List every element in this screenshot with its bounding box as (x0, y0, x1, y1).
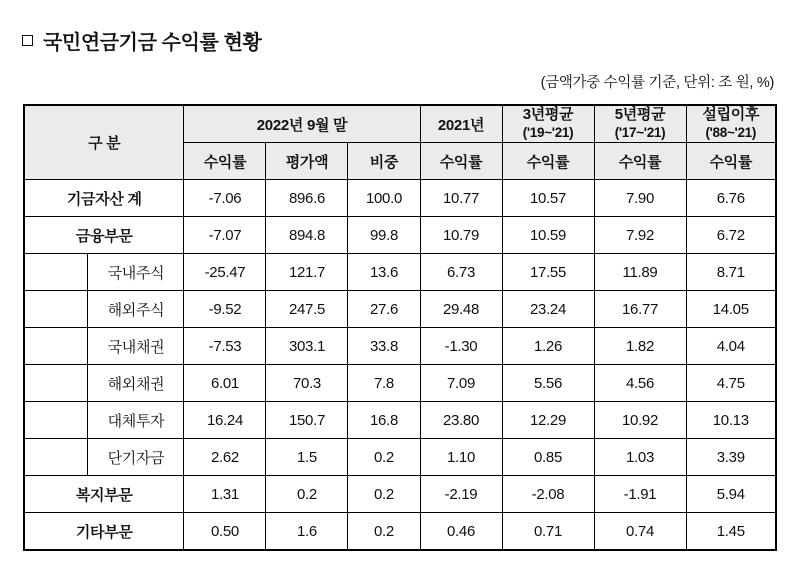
table-row (24, 365, 776, 402)
page-title (22, 26, 800, 55)
table-cell-value: 0.71 (502, 513, 594, 551)
table-cell-value: -7.07 (184, 217, 266, 254)
table-cell-value: 1.03 (594, 439, 686, 476)
table-cell-value: 121.7 (266, 254, 348, 291)
table-row (24, 513, 776, 551)
column-group-since-inception-label: 설립이후 (702, 106, 760, 124)
table-row (24, 291, 776, 328)
row-indent-cell (24, 365, 52, 402)
table-cell-value: 6.73 (420, 254, 502, 291)
table-cell-value: 1.31 (184, 476, 266, 513)
table-cell-value: 12.29 (502, 402, 594, 439)
table-cell-value: 4.04 (686, 328, 776, 365)
column-group-since-inception (686, 105, 776, 143)
table-cell-value: 0.74 (594, 513, 686, 551)
table-cell-value: 1.10 (420, 439, 502, 476)
table-cell-value: 6.72 (686, 217, 776, 254)
document-page (0, 26, 800, 583)
table-header-row-groups (24, 105, 776, 143)
table-row (24, 217, 776, 254)
table-cell-value: 2.62 (184, 439, 266, 476)
column-header-gubun: 구 분 (24, 105, 184, 180)
table-cell-value: 16.24 (184, 402, 266, 439)
row-label: 기타부문 (24, 513, 184, 551)
row-indent-cell (52, 439, 88, 476)
table-cell-value: 16.8 (348, 402, 420, 439)
table-cell-value: -9.52 (184, 291, 266, 328)
table-row (24, 402, 776, 439)
row-indent-cell (52, 328, 88, 365)
table-cell-value: 10.77 (420, 180, 502, 217)
table-cell-value: 10.92 (594, 402, 686, 439)
row-indent-cell (52, 291, 88, 328)
column-group-3yr-avg-range: ('19~'21) (522, 124, 574, 140)
table-cell-value: -2.08 (502, 476, 594, 513)
table-body (24, 180, 776, 551)
column-group-2022-09: 2022년 9월 말 (184, 105, 420, 143)
table-cell-value: 7.92 (594, 217, 686, 254)
row-indent-cell (52, 365, 88, 402)
table-cell-value: -1.30 (420, 328, 502, 365)
table-cell-value: -25.47 (184, 254, 266, 291)
table-cell-value: 1.82 (594, 328, 686, 365)
table-cell-value: 13.6 (348, 254, 420, 291)
table-cell-value: 150.7 (266, 402, 348, 439)
row-indent-cell (52, 402, 88, 439)
row-label: 해외주식 (88, 291, 184, 328)
table-cell-value: 7.09 (420, 365, 502, 402)
table-cell-value: 0.50 (184, 513, 266, 551)
table-cell-value: 6.76 (686, 180, 776, 217)
table-cell-value: 6.01 (184, 365, 266, 402)
row-indent-cell (24, 439, 52, 476)
table-cell-value: 23.80 (420, 402, 502, 439)
table-row (24, 180, 776, 217)
page-title-text: 국민연금기금 수익률 현황 (43, 32, 262, 54)
table-cell-value: -2.19 (420, 476, 502, 513)
subheader-weight-2022: 비중 (348, 143, 420, 180)
returns-table (23, 104, 777, 551)
table-header (24, 105, 776, 180)
row-label: 단기자금 (88, 439, 184, 476)
table-cell-value: 896.6 (266, 180, 348, 217)
table-cell-value: 0.2 (266, 476, 348, 513)
column-group-2021: 2021년 (420, 105, 502, 143)
table-cell-value: -7.53 (184, 328, 266, 365)
table-cell-value: 5.94 (686, 476, 776, 513)
table-cell-value: 1.5 (266, 439, 348, 476)
table-cell-value: -1.91 (594, 476, 686, 513)
table-cell-value: 29.48 (420, 291, 502, 328)
table-cell-value: 0.2 (348, 513, 420, 551)
row-indent-cell (24, 328, 52, 365)
table-cell-value: 100.0 (348, 180, 420, 217)
column-group-3yr-avg (502, 105, 594, 143)
table-cell-value: 1.45 (686, 513, 776, 551)
row-indent-cell (24, 291, 52, 328)
column-group-5yr-avg-range: ('17~'21) (614, 124, 666, 140)
row-label: 국내채권 (88, 328, 184, 365)
subheader-return-5yr: 수익률 (594, 143, 686, 180)
table-cell-value: 10.79 (420, 217, 502, 254)
table-cell-value: 247.5 (266, 291, 348, 328)
table-cell-value: 23.24 (502, 291, 594, 328)
row-label: 금융부문 (24, 217, 184, 254)
row-label: 복지부문 (24, 476, 184, 513)
subheader-return-3yr: 수익률 (502, 143, 594, 180)
row-indent-cell (24, 402, 52, 439)
table-cell-value: 0.2 (348, 476, 420, 513)
table-cell-value: -7.06 (184, 180, 266, 217)
column-group-3yr-avg-label: 3년평균 (522, 106, 574, 124)
table-cell-value: 99.8 (348, 217, 420, 254)
unit-note: (금액가중 수익률 기준, 단위: 조 원, %) (540, 75, 774, 91)
table-cell-value: 11.89 (594, 254, 686, 291)
row-label: 국내주식 (88, 254, 184, 291)
table-row (24, 439, 776, 476)
table-row (24, 254, 776, 291)
row-label: 대체투자 (88, 402, 184, 439)
table-cell-value: 10.57 (502, 180, 594, 217)
subheader-return-2022: 수익률 (184, 143, 266, 180)
table-cell-value: 4.75 (686, 365, 776, 402)
subheader-return-since: 수익률 (686, 143, 776, 180)
table-cell-value: 894.8 (266, 217, 348, 254)
table-cell-value: 70.3 (266, 365, 348, 402)
column-group-5yr-avg-label: 5년평균 (614, 106, 666, 124)
row-label: 해외채권 (88, 365, 184, 402)
table-cell-value: 5.56 (502, 365, 594, 402)
table-cell-value: 33.8 (348, 328, 420, 365)
column-group-5yr-avg (594, 105, 686, 143)
table-cell-value: 27.6 (348, 291, 420, 328)
table-cell-value: 1.26 (502, 328, 594, 365)
table-cell-value: 303.1 (266, 328, 348, 365)
table-cell-value: 0.46 (420, 513, 502, 551)
row-label: 기금자산 계 (24, 180, 184, 217)
table-cell-value: 0.2 (348, 439, 420, 476)
table-cell-value: 17.55 (502, 254, 594, 291)
table-cell-value: 14.05 (686, 291, 776, 328)
table-cell-value: 4.56 (594, 365, 686, 402)
table-row (24, 476, 776, 513)
table-cell-value: 1.6 (266, 513, 348, 551)
table-cell-value: 7.8 (348, 365, 420, 402)
table-cell-value: 7.90 (594, 180, 686, 217)
subheader-return-2021: 수익률 (420, 143, 502, 180)
table-cell-value: 3.39 (686, 439, 776, 476)
subheader-valuation-2022: 평가액 (266, 143, 348, 180)
square-bullet-icon (22, 35, 33, 46)
table-cell-value: 0.85 (502, 439, 594, 476)
table-cell-value: 10.13 (686, 402, 776, 439)
table-cell-value: 16.77 (594, 291, 686, 328)
table-row (24, 328, 776, 365)
table-cell-value: 8.71 (686, 254, 776, 291)
table-cell-value: 10.59 (502, 217, 594, 254)
column-group-since-inception-range: ('88~'21) (705, 124, 757, 140)
row-indent-cell (52, 254, 88, 291)
row-indent-cell (24, 254, 52, 291)
